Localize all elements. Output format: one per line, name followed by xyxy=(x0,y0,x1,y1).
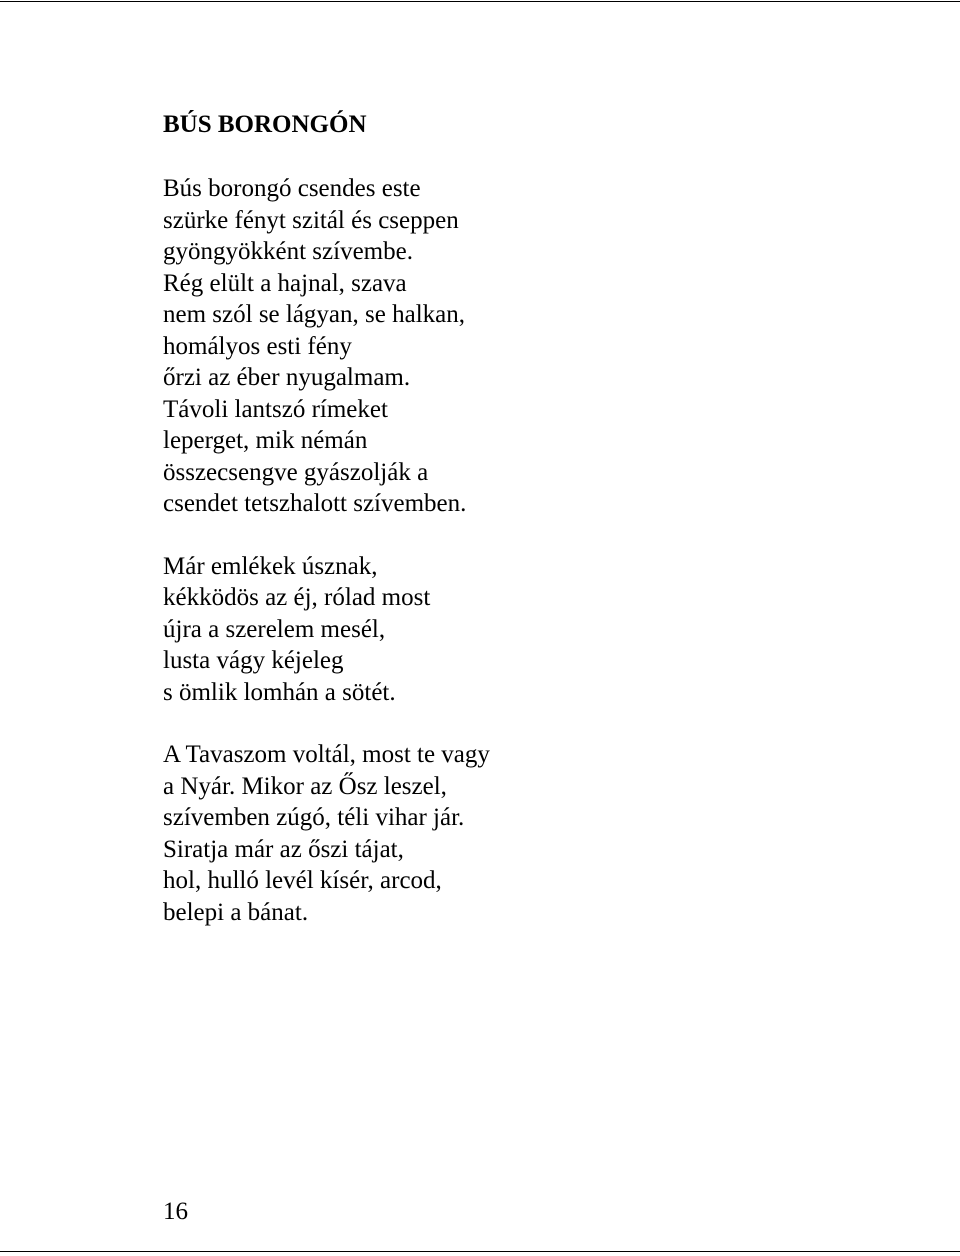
poem-line: lusta vágy kéjeleg xyxy=(163,647,344,674)
poem-line: szürke fényt szitál és cseppen xyxy=(163,206,459,234)
poem-line: Bús borongó csendes este xyxy=(163,175,421,202)
poem-line: szívemben zúgó, téli vihar jár. xyxy=(163,804,465,831)
poem-title: BÚS BORONGÓN xyxy=(163,111,367,138)
stanza-1 xyxy=(163,173,923,520)
poem-line: csendet tetszhalott szívemben. xyxy=(163,490,467,517)
poem-line: gyöngyökként szívembe. xyxy=(163,238,413,265)
poem-line: a Nyár. Mikor az Ősz leszel, xyxy=(163,772,447,800)
bottom-border-line xyxy=(0,1251,960,1252)
poem-line: őrzi az éber nyugalmam. xyxy=(163,364,411,391)
stanza-2 xyxy=(163,551,923,709)
poem-line: összecsengve gyászolják a xyxy=(163,458,429,486)
poem-line: s ömlik lomhán a sötét. xyxy=(163,678,396,706)
poem-line: újra a szerelem mesél, xyxy=(163,615,386,643)
poem-line: Rég elült a hajnal, szava xyxy=(163,269,407,297)
poem-line: belepi a bánat. xyxy=(163,898,309,926)
poem-line: A Tavaszom voltál, most te vagy xyxy=(163,741,490,768)
top-border-line xyxy=(0,1,960,2)
poem-body xyxy=(163,173,923,959)
poem-line: nem szól se lágyan, se halkan, xyxy=(163,301,465,328)
poem-line: Távoli lantszó rímeket xyxy=(163,395,388,423)
poem-line: hol, hulló levél kísér, arcod, xyxy=(163,867,442,894)
poem-line: kékködös az éj, rólad most xyxy=(163,584,431,611)
page-number: 16 xyxy=(163,1198,188,1225)
poem-line: Siratja már az őszi tájat, xyxy=(163,835,404,863)
poem-line: homályos esti fény xyxy=(163,332,352,360)
stanza-3 xyxy=(163,739,923,928)
poem-line: Már emlékek úsznak, xyxy=(163,552,378,580)
poem-line: leperget, mik némán xyxy=(163,427,368,454)
